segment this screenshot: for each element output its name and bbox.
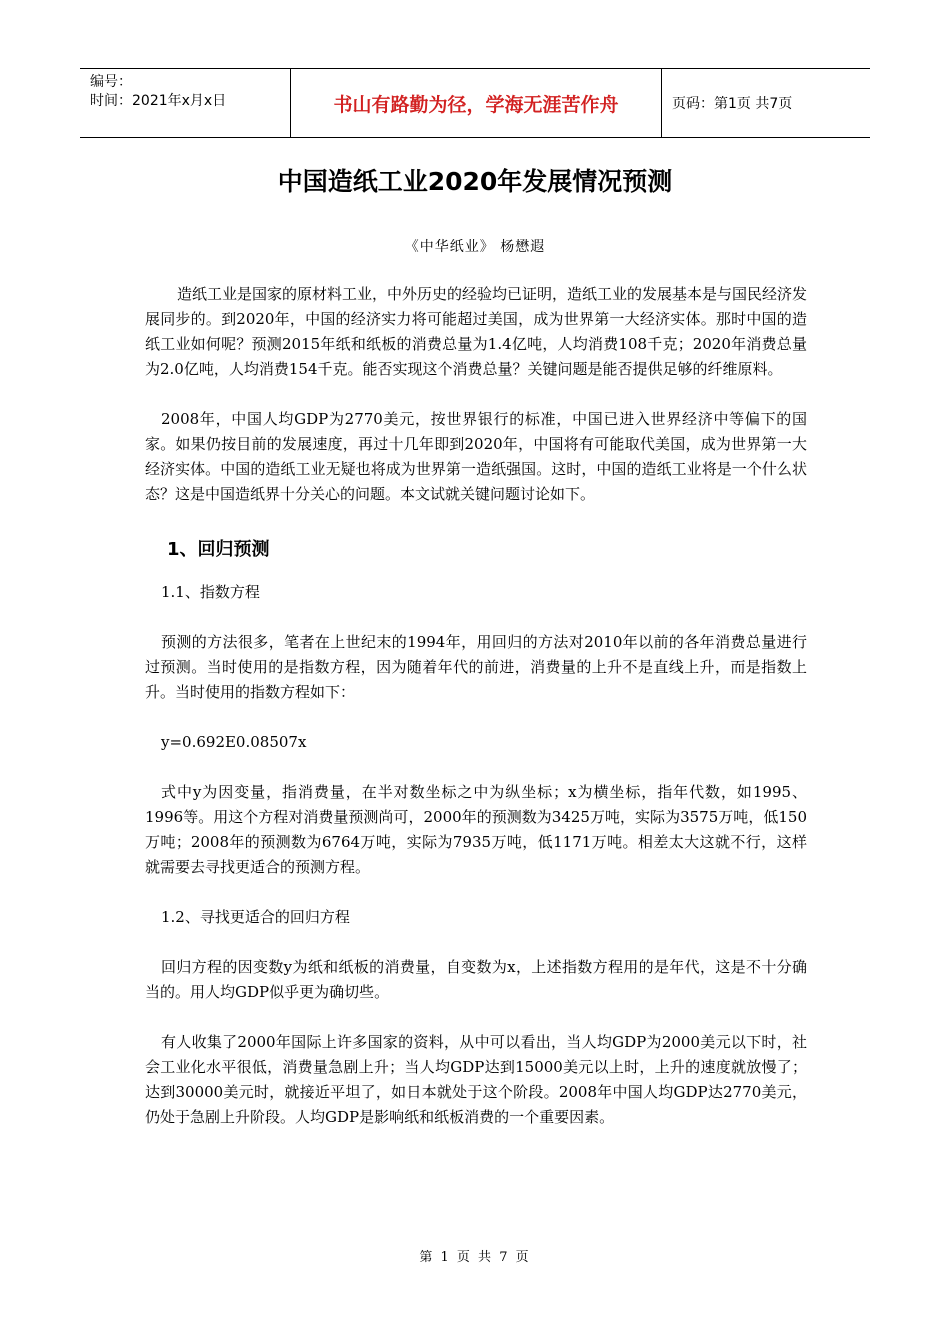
page-footer: 第 1 页 共 7 页: [419, 1250, 531, 1265]
paragraph-method: 预测的方法很多，笔者在上世纪末的1994年，用回归的方法对2010年以前的各年消费总量进行过预测。当时使用的是指数方程，因为随着年代的前进，消费量的上升不是直线上升，而是指数上升。当时使用的指数方程如下：: [145, 633, 807, 701]
header-page-info: 页码：第1页 共7页: [672, 96, 793, 112]
paragraph-gdp-data: 有人收集了2000年国际上许多国家的资料，从中可以看出，当人均GDP为2000美元以下时，社会工业化水平很低，消费量急剧上升；当人均GDP达到15000美元以上时，上升的速度就放慢了；达到30000美元时，就接近平坦了，如日本就处于这个阶段。2008年中国人均GDP达2770美元，仍处于急剧上升阶段。人均GDP是影响纸和纸板消费的一个重要因素。: [145, 1033, 807, 1126]
document-body: [145, 282, 807, 1130]
section-heading-regression: 1、回归预测: [167, 539, 270, 560]
formula: y=0.692E0.08507x: [161, 733, 307, 751]
header-meta: [80, 69, 291, 137]
paragraph-formula-explanation: 式中y为因变量，指消费量，在半对数坐标之中为纵坐标；x为横坐标，指年代数，如1995、1996等。用这个方程对消费量预测尚可，2000年的预测数为3425万吨，实际为3575万吨，低150万吨；2008年的预测数为6764万吨，实际为7935万吨，低1171万吨。相差太大这就不行，这样就需要去寻找更适合的预测方程。: [145, 783, 807, 876]
subsection-heading-exponential: 1.1、指数方程: [161, 583, 260, 601]
paragraph-variables: 回归方程的因变数y为纸和纸板的消费量，自变数为x，上述指数方程用的是年代，这是不十分确当的。用人均GDP似乎更为确切些。: [145, 958, 807, 1001]
header-motto: 书山有路勤为径，学海无涯苦作舟: [291, 69, 662, 137]
document-title: 中国造纸工业2020年发展情况预测: [277, 167, 673, 196]
subsection-heading-better-equation: 1.2、寻找更适合的回归方程: [161, 908, 350, 926]
paragraph-background: 2008年，中国人均GDP为2770美元，按世界银行的标准，中国已进入世界经济中等偏下的国家。如果仍按目前的发展速度，再过十几年即到2020年，中国将有可能取代美国，成为世界第一大经济实体。中国的造纸工业无疑也将成为世界第一造纸强国。这时，中国的造纸工业将是一个什么状态？这是中国造纸界十分关心的问题。本文试就关键问题讨论如下。: [145, 410, 807, 503]
header-table: [80, 68, 870, 138]
doc-date-label: 时间：2021年x月x日: [90, 93, 227, 109]
doc-number-label: 编号：: [90, 74, 132, 90]
document-byline: 《中华纸业》 杨懋遐: [404, 239, 546, 255]
paragraph-intro: 造纸工业是国家的原材料工业，中外历史的经验均已证明，造纸工业的发展基本是与国民经济发展同步的。到2020年，中国的经济实力将可能超过美国，成为世界第一大经济实体。那时中国的造纸工业如何呢？预测2015年纸和纸板的消费总量为1.4亿吨，人均消费108千克；2020年消费总量为2.0亿吨，人均消费154千克。能否实现这个消费总量？关键问题是能否提供足够的纤维原料。: [145, 285, 808, 378]
